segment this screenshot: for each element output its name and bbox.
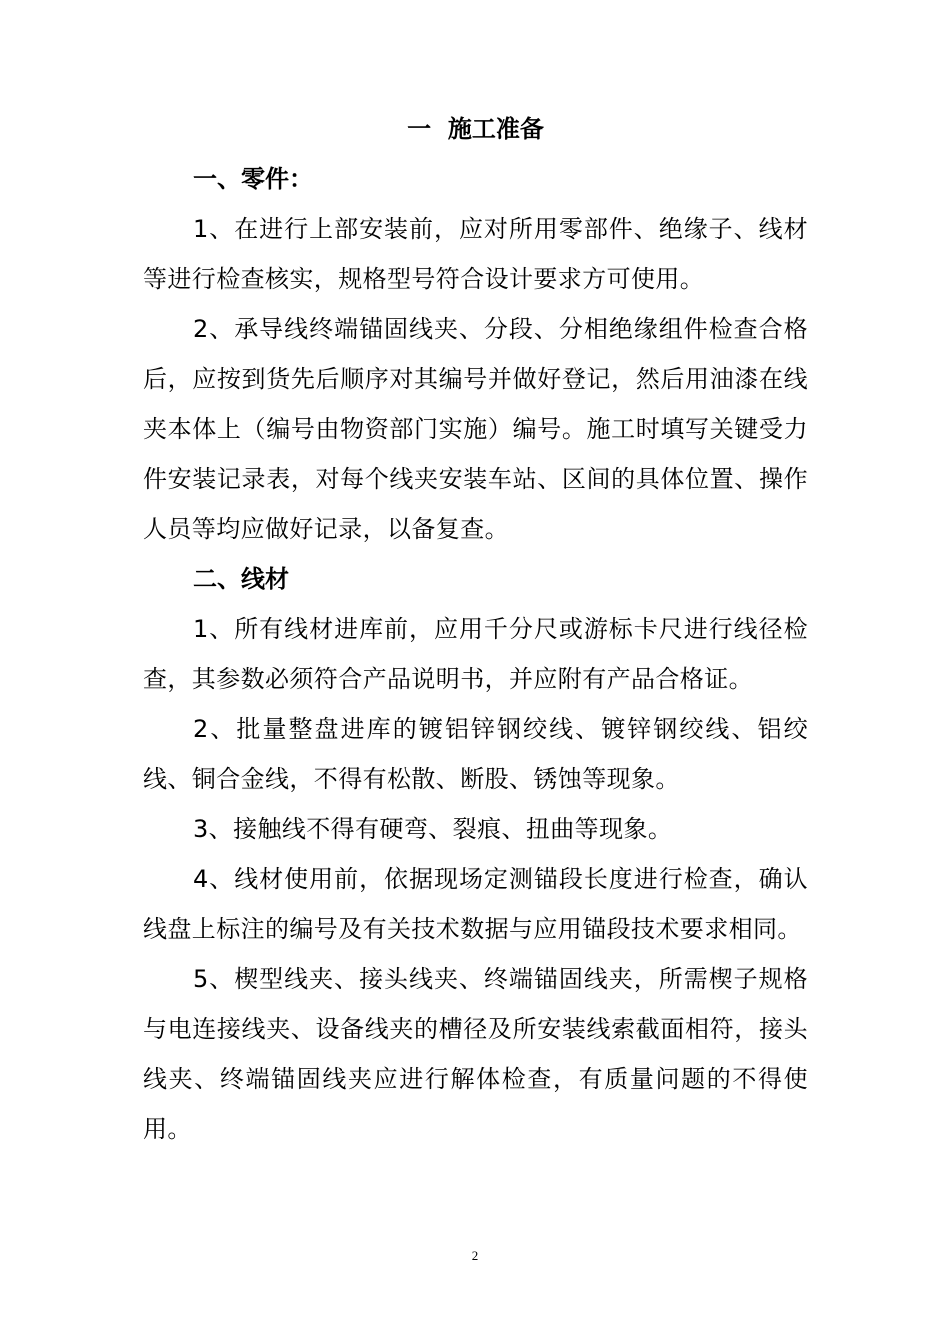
- section-heading-parts: 一、零件：: [193, 165, 313, 193]
- paragraph: 4、线材使用前，依据现场定测锚段长度进行检查，确认线盘上标注的编号及有关技术数据与应用锚段技术要求相同。: [143, 865, 808, 943]
- paragraph: 2、批量整盘进库的镀铝锌钢绞线、镀锌钢绞线、铝绞线、铜合金线，不得有松散、断股、锈蚀等现象。: [143, 715, 808, 793]
- paragraph: 1、在进行上部安装前，应对所用零部件、绝缘子、线材等进行检查核实，规格型号符合设计要求方可使用。: [143, 215, 808, 293]
- paragraph: 5、楔型线夹、接头线夹、终端锚固线夹，所需楔子规格与电连接线夹、设备线夹的槽径及所安装线索截面相符，接头线夹、终端锚固线夹应进行解体检查，有质量问题的不得使用。: [143, 965, 808, 1143]
- paragraph: 2、承导线终端锚固线夹、分段、分相绝缘组件检查合格后，应按到货先后顺序对其编号并做好登记，然后用油漆在线夹本体上（编号由物资部门实施）编号。施工时填写关键受力件安装记录表，对每个线夹安装车站、区间的具体位置、操作人员等均应做好记录，以备复查。: [143, 315, 808, 543]
- paragraph: 1、所有线材进库前，应用千分尺或游标卡尺进行线径检查，其参数必须符合产品说明书，并应附有产品合格证。: [143, 615, 808, 693]
- document-body: [143, 104, 808, 1154]
- document-title: 一 施工准备: [407, 115, 544, 143]
- section-heading-wires: 二、线材: [193, 565, 289, 593]
- page-number: 2: [471, 1248, 479, 1263]
- paragraph: 3、接触线不得有硬弯、裂痕、扭曲等现象。: [193, 815, 673, 843]
